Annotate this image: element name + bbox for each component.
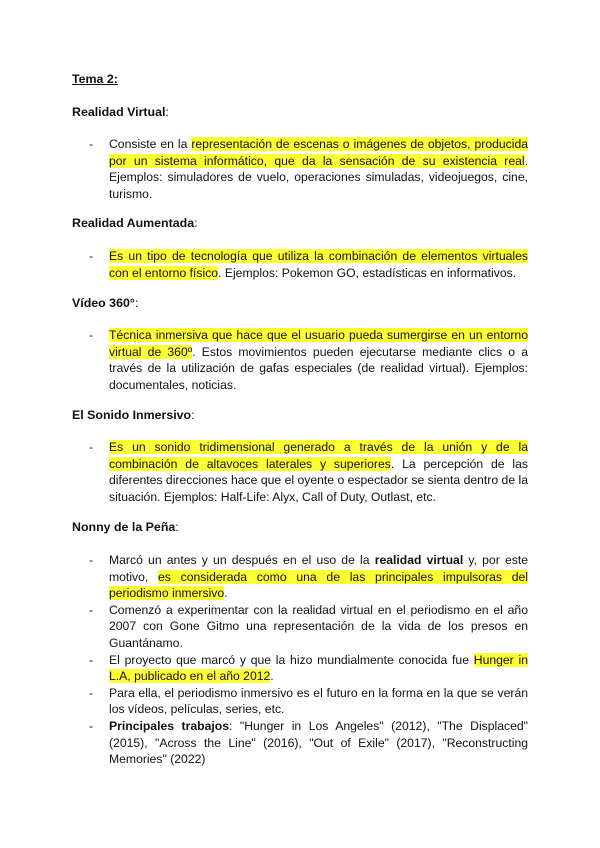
list-item: - Marcó un antes y un después en el uso de la realidad virtual y, por este motivo, es considerada como una de las principales impulsoras del periodismo inmersivo. — [72, 552, 528, 602]
heading-realidad-virtual: Realidad Virtual: — [72, 105, 169, 119]
list-item: - Principales trabajos: "Hunger in Los Angeles" (2012), "The Displaced" (2015), "Across the Line" (2016), "Out of Exile" (2017), "Reconstructing Memories" (2022) — [72, 718, 528, 768]
heading-sonido-inmersivo: El Sonido Inmersivo: — [72, 408, 195, 422]
heading-realidad-aumentada: Realidad Aumentada: — [72, 216, 198, 230]
list-sonido-inmersivo — [72, 439, 528, 505]
heading-nonny-de-la-pena: Nonny de la Peña: — [72, 520, 179, 534]
list-item: - El proyecto que marcó y que la hizo mundialmente conocida fue Hunger in L.A, publicado en el año 2012. — [72, 652, 528, 685]
list-video-360 — [72, 327, 528, 393]
heading-video-360: Vídeo 360°: — [72, 296, 139, 310]
list-item: - Es un sonido tridimensional generado a través de la unión y de la combinación de altavoces laterales y superiores. La percepción de las diferentes direcciones hace que el oyente o espectador se sienta dentro de la situación. Ejemplos: Half-Life: Alyx, Call of Duty, Outlast, etc. — [72, 439, 528, 505]
list-item: - Para ella, el periodismo inmersivo es el futuro en la forma en la que se verán los vídeos, películas, series, etc. — [72, 685, 528, 718]
list-item: - Comenzó a experimentar con la realidad virtual en el periodismo en el año 2007 con Gone Gitmo una representación de la vida de los presos en Guantánamo. — [72, 602, 528, 652]
list-realidad-virtual — [72, 136, 528, 202]
list-nonny-de-la-pena — [72, 552, 528, 768]
page-title: Tema 2: — [72, 72, 118, 86]
list-item: - Es un tipo de tecnología que utiliza la combinación de elementos virtuales con el entorno físico. Ejemplos: Pokemon GO, estadísticas en informativos. — [72, 248, 528, 281]
list-item: - Consiste en la representación de escenas o imágenes de objetos, producida por un sistema informático, que da la sensación de su existencia real. Ejemplos: simuladores de vuelo, operaciones simuladas, videojuegos, cine, turismo. — [72, 136, 528, 202]
list-realidad-aumentada — [72, 248, 528, 281]
list-item: - Técnica inmersiva que hace que el usuario pueda sumergirse en un entorno virtual de 360º. Estos movimientos pueden ejecutarse mediante clics o a través de la utilización de gafas especiales (de realidad virtual). Ejemplos: documentales, noticias. — [72, 327, 528, 393]
